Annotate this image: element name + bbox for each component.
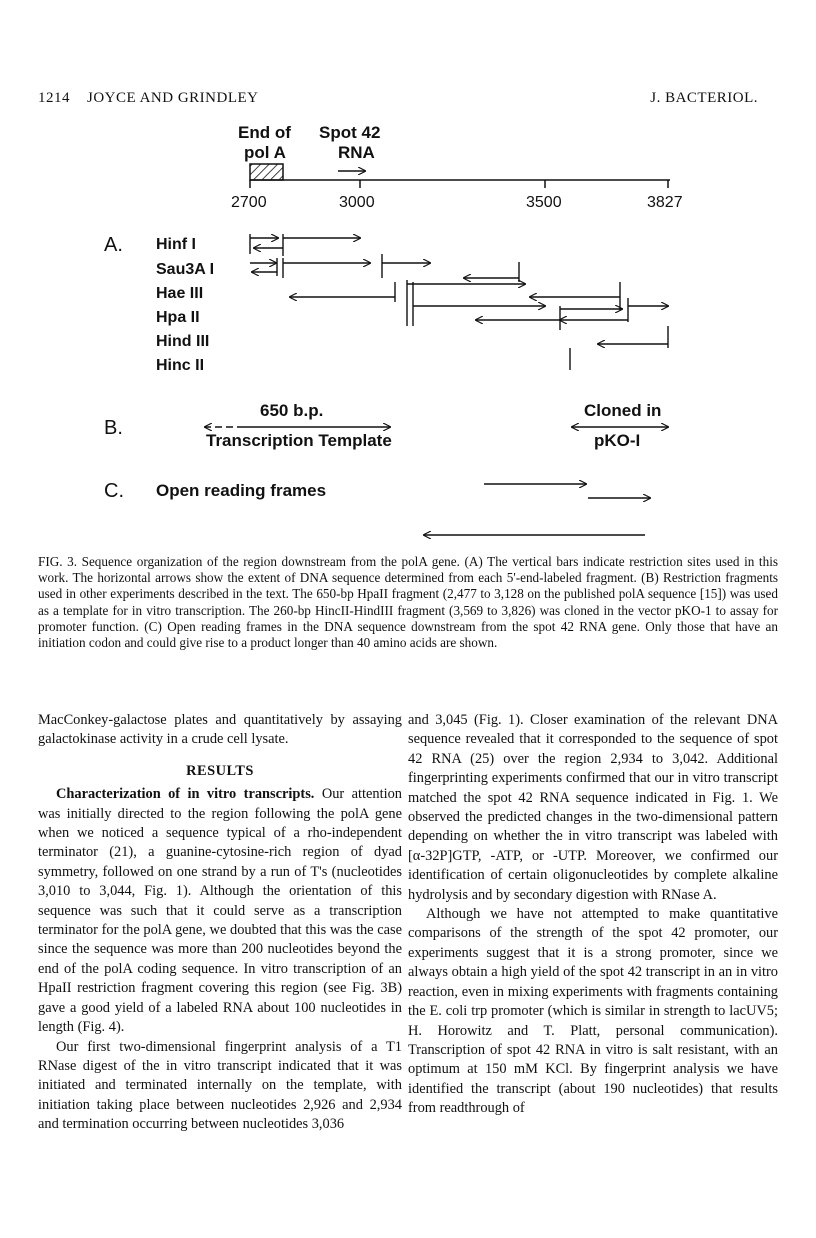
enzyme-hinc: Hinc II <box>156 357 205 374</box>
enzyme-hae: Hae III <box>156 285 204 302</box>
pola-label-1: End of <box>238 123 291 142</box>
vector-label: pKO-I <box>594 431 641 450</box>
tick-3827: 3827 <box>647 194 683 211</box>
tick-2700: 2700 <box>231 194 267 211</box>
scale-bar <box>250 164 670 188</box>
enzyme-hpa: Hpa II <box>156 309 200 326</box>
orf-arrows <box>424 484 650 535</box>
right-column <box>408 711 778 1119</box>
results-heading: RESULTS <box>186 762 254 779</box>
figure-3 <box>0 0 816 550</box>
panel-c-letter: C. <box>104 480 124 502</box>
fragment-length: 650 b.p. <box>260 401 324 420</box>
enzyme-sau3a: Sau3A I <box>156 261 215 278</box>
orf-label: Open reading frames <box>156 481 327 500</box>
header-journal: J. BACTERIOL. <box>650 90 758 106</box>
cloned-in-label: Cloned in <box>584 401 662 420</box>
figure-caption: FIG. 3. Sequence organization of the region downstream from the polA gene. (A) The vertical bars indicate restriction sites used in this work. The horizontal arrows show the extent of DNA sequence determined from each 5'-end-labeled fragment. (B) Restriction fragments used in other experiments described in the text. The 650-bp HpaII fragment (2,477 to 3,128 on the published polA sequence [15]) was used as a template for in vitro transcription. The 260-bp HincII-HindIII fragment (3,569 to 3,826) was cloned in the vector pKO-1 to assay for promoter function. (C) Open reading frames in the DNA sequence downstream from the spot 42 RNA gene. Only those that have an initiation codon and could give rise to a product longer than 40 amino acids are shown. <box>38 554 778 651</box>
spot42-label-2: RNA <box>338 143 375 162</box>
enzyme-hinf: Hinf I <box>156 236 196 253</box>
left-column <box>38 711 402 1135</box>
spot42-label-1: Spot 42 <box>319 123 381 142</box>
page-number: 1214 <box>38 90 70 106</box>
tick-3000: 3000 <box>339 194 375 211</box>
panel-a-letter: A. <box>104 234 123 256</box>
enzyme-hind: Hind III <box>156 333 210 350</box>
template-label: Transcription Template <box>206 431 392 450</box>
right-paragraph-2: Although we have not attempted to make quantitative comparisons of the strength of the spot 42 promoter, our experiments suggest that it is a strong promoter, since we always obtain a high yield of the spot 42 transcript in an in vitro reaction, even in mixing experiments with fragments containing the E. coli trp promoter (which is similar in strength to lacUV5; H. Horowitz and T. Platt, personal communication). Transcription of spot 42 RNA in vitro is salt resistant, with an optimum at 150 mM KCl. By fingerprint analysis we have identified the transcript (about 190 nucleotides) that results from readthrough of <box>408 906 778 1117</box>
left-intro: MacConkey-galactose plates and quantitatively by assaying galactokinase activity in a crude cell lysate. <box>38 712 402 748</box>
tick-3500: 3500 <box>526 194 562 211</box>
restriction-map <box>250 234 668 370</box>
left-paragraph-2: Our first two-dimensional fingerprint analysis of a T1 RNase digest of the in vitro transcript indicated that it was initiated and terminated internally on the template, with initiation taking place between nucleotides 2,926 and 2,934 and termination occurring between nucleotides 3,036 <box>38 1038 402 1133</box>
left-paragraph-1-text: Our attention was initially directed to the region following the polA gene when we noticed a sequence typical of a rho-independent terminator (21), a guanine-cytosine-rich region of dyad symmetry, followed on one strand by a run of T's (nucleotides 3,010 to 3,044, Fig. 1). Although the orientation of this sequence was such that it could serve as a transcription terminator for the polA gene, we doubted that this was the case since the sequence was more than 200 nucleotides beyond the end of the polA coding sequence. In vitro transcription of an HpaII restriction fragment covering this region (see Fig. 3B) gave a good yield of a labeled RNA about 100 nucleotides in length (Fig. 4). <box>38 786 402 1036</box>
section-heading: Characterization of in vitro transcripts. <box>56 786 315 803</box>
pola-label-2: pol A <box>244 143 286 162</box>
pola-end-box <box>250 164 283 180</box>
left-paragraph-1 <box>38 785 402 1037</box>
panel-b-letter: B. <box>104 417 123 439</box>
right-paragraph-1: and 3,045 (Fig. 1). Closer examination of the relevant DNA sequence revealed that it corresponded to the sequence of spot 42 RNA (25) over the region 2,934 to 3,042. Additional fingerprinting experiments confirmed that our in vitro transcript matched the spot 42 RNA sequence indicated in Fig. 1. We observed the predicted changes in the two-dimensional pattern depending on whether the in vitro transcript was labeled with [α-32P]GTP, -ATP, or -UTP. Moreover, we confirmed our identification of certain oligonucleotides by complete alkaline hydrolysis and by secondary digestion with RNase A. <box>408 712 778 903</box>
header-authors: JOYCE AND GRINDLEY <box>87 90 259 106</box>
